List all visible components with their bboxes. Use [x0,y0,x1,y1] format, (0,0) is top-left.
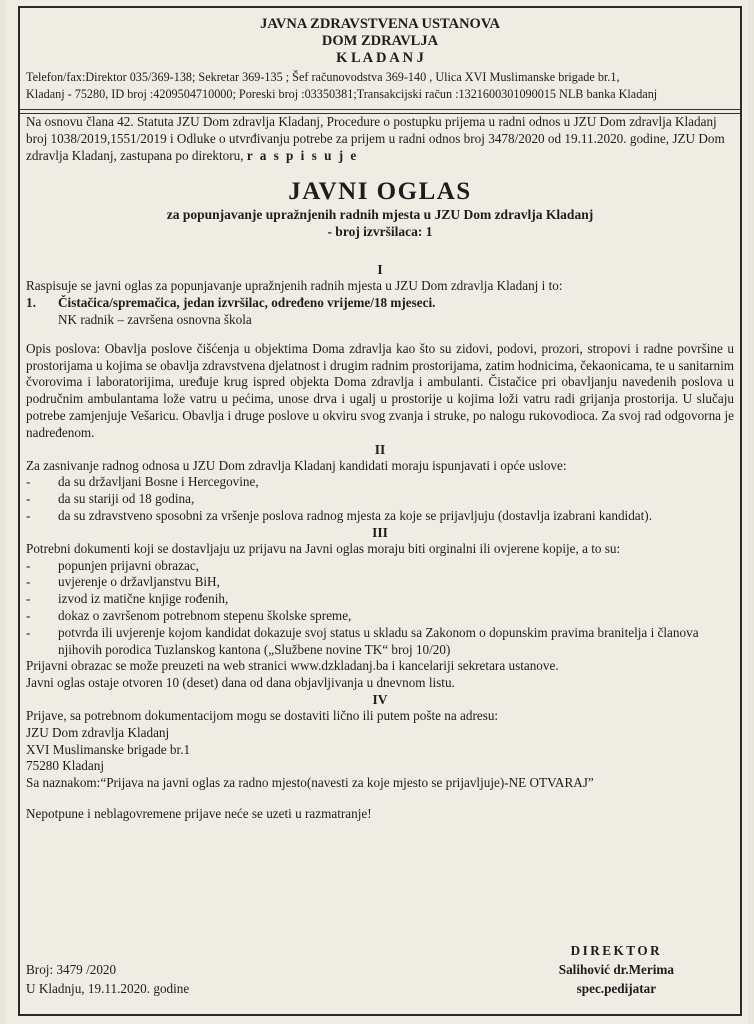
director-title: DIREKTOR [570,943,663,958]
address-line-3: 75280 Kladanj [26,758,105,774]
newspaper-page [6,0,748,1024]
incomplete-notice: Nepotpune i neblagovremene prijave neće se uzeti u razmatranje! [26,805,372,821]
position-item [26,295,734,312]
list-item: - da su stariji od 18 godina, [26,491,195,507]
section-1-text: Raspisuje se javni oglas za popunjavanje upražnjenih radnih mjesta u JZU Dom zdravlja Kladanj i to: [26,278,563,294]
position-number: 1. [26,295,36,311]
list-item: - da su zdravstveno sposobni za vršenje poslova radnog mjesta za koje se prijavljuju (dostavlja izabrani kandidat). [26,507,652,523]
job-ad-frame [18,6,742,1016]
section-2-label: II [374,441,386,457]
section-4-label: IV [372,691,388,707]
header-line-1: JAVNA ZDRAVSTVENA USTANOVA [260,16,500,32]
ad-body [20,114,740,823]
list-item: - potvrda ili uvjerenje kojom kandidat dokazuje svoj status u skladu sa Zakonom o dopunskim pravima branitelja i članova njihovih porodica Tuzlanskog kantona („Službene novine TK“ broj 10/20) [26,624,699,657]
envelope-note: Sa naznakom:“Prijava na javni oglas za radno mjesto(navesti za koje mjesto se prijavljuje)-NE OTVARAJ” [26,775,594,791]
reference-info [26,960,189,998]
ad-title: JAVNI OGLAS [288,178,472,206]
position-qualification: NK radnik – završena osnovna škola [58,311,252,327]
list-item: - dokaz o završenom potrebnom stepenu školske spreme, [26,607,352,623]
position-title: Čistačica/spremačica, jedan izvršilac, određeno vrijeme/18 mjeseci. [58,295,436,311]
ad-subtitle-count: - broj izvršilaca: 1 [327,224,433,240]
director-specialty: spec.pedijatar [576,981,657,996]
section-4-text: Prijave, sa potrebnom dokumentacijom mogu se dostaviti lično ili putem pošte na adresu: [26,707,499,723]
director-name: Salihović dr.Merima [558,962,674,977]
section-1-label: I [377,262,383,278]
section-3-text: Potrebni dokumenti koji se dostavljaju uz prijavu na Javni oglas moraju biti orginalni ili ovjerene kopije, a to su: [26,540,621,556]
list-item: - izvod iz matične knjige rođenih, [26,591,229,607]
form-download-note: Prijavni obrazac se može preuzeti na web stranici www.dzkladanj.ba i kancelariji sekretara ustanove. [26,658,559,674]
ad-open-duration: Javni oglas ostaje otvoren 10 (deset) dana od dana objavljivanja u dnevnom listu. [26,675,455,691]
raspisuje-word: r a s p i s u j e [246,147,359,163]
intro-text: Na osnovu člana 42. Statuta JZU Dom zdravlja Kladanj, Procedure o postupku prijema u radni odnos u JZU Dom zdravlja Kladanj broj 1038/2019,1551/2019 i Odluke o utvrđivanju potrebe za prijem u radni odnos broj 3478/2020 od 19.11.2020. godine, JZU Dom zdravlja Kladanj, zastupana po direktoru, [26,114,725,163]
general-conditions-list [26,474,734,524]
documents-list [26,558,734,659]
header-line-3: K L A D A N J [336,50,424,66]
institution-header [20,16,740,67]
contact-info [20,69,740,103]
contact-line-2: Kladanj - 75280, ID broj :4209504710000; Poreski broj :03350381;Transakcijski račun :1321600301090015 NLB banka Kladanj [26,87,658,101]
intro-paragraph [26,114,734,164]
section-3-label: III [372,524,388,540]
contact-line-1: Telefon/fax:Direktor 035/369-138; Sekretar 369-135 ; Šef računovodstva 369-140 , Ulica XVI Muslimanske brigade br.1, [26,70,620,84]
list-item: - popunjen prijavni obrazac, [26,557,199,573]
reference-number: Broj: 3479 /2020 [26,962,117,977]
address-line-1: JZU Dom zdravlja Kladanj [26,724,170,740]
place-date: U Kladnju, 19.11.2020. godine [26,981,190,996]
address-line-2: XVI Muslimanske brigade br.1 [26,741,191,757]
job-description: Opis poslova: Obavlja poslove čišćenja u objektima Doma zdravlja kao što su zidovi, podovi, prozori, stropovi i radne površine u prostorijama u kojima se obavlja zdravstvena djelatnost i drugim radnim prostorijama, zatim hodnicima, čekaonicama, te u sanitarnim čvorovima i laboratorijima, uređuje krug ispred objekta Doma zdravlja i ambulanti. Čistačice pri obavljanju navedenih poslova u područnim ambulantama lože vatru u pećima, unose drva i ugalj u prostorije u kojima loži vatru radi grijanja prostorija. U slučaju potrebe zamjenjuje Vešaricu. Obavlja i druge poslove u okviru svog zvanja i struke, po nalogu rukovodioca. Za svoj rad odgovorna je nadređenom. [26,340,734,440]
ad-subtitle: za popunjavanje upražnjenih radnih mjesta u JZU Dom zdravlja Kladanj [166,207,594,223]
header-line-2: DOM ZDRAVLJA [321,33,439,49]
header-divider [20,109,740,110]
list-item: - da su državljani Bosne i Hercegovine, [26,474,259,490]
list-item: - uvjerenje o državljanstvu BiH, [26,574,220,590]
section-2-text: Za zasnivanje radnog odnosa u JZU Dom zdravlja Kladanj kandidati moraju ispunjavati i opće uslove: [26,457,567,473]
director-signature [559,941,674,998]
